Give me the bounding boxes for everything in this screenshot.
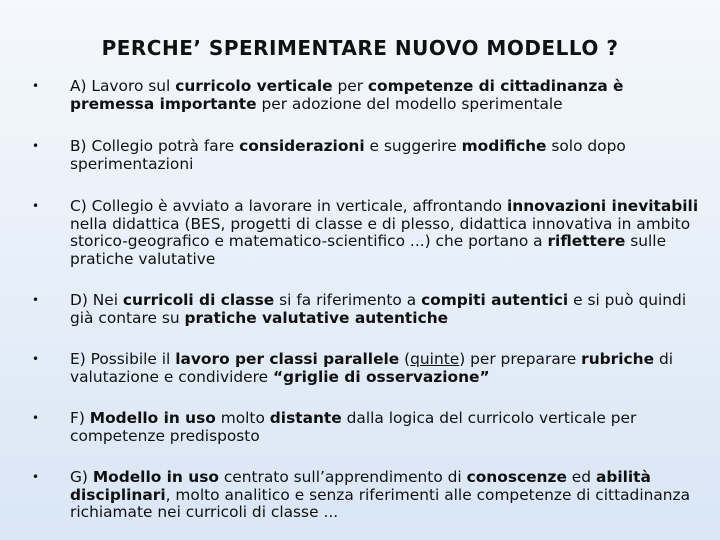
bold-phrase: innovazioni inevitabili	[506, 197, 699, 215]
bullet-text-f	[70, 409, 636, 445]
bold-phrase: curricoli di classe	[122, 291, 275, 309]
bullet-item-b	[32, 138, 704, 173]
text-segment: (	[399, 350, 411, 368]
bullet-text-e	[70, 350, 673, 386]
text-segment: F)	[70, 409, 90, 427]
bold-phrase: “griglie di osservazione”	[272, 367, 490, 386]
bullet-text-c	[70, 197, 698, 268]
text-segment: molto	[215, 409, 270, 427]
bullet-list	[32, 78, 704, 522]
bullet-dot-icon: •	[32, 79, 40, 93]
slide-title: PERCHE’ SPERIMENTARE NUOVO MODELLO ?	[101, 36, 619, 60]
bold-phrase: rubriche	[581, 350, 655, 368]
text-segment: per adozione del modello sperimentale	[256, 94, 563, 113]
bullet-item-c	[32, 198, 704, 268]
text-segment: e si può quindi già contare su	[70, 291, 687, 327]
text-segment: C) Collegio è avviato a lavorare in verticale, affrontando	[70, 197, 507, 215]
bold-phrase: distante	[269, 409, 342, 427]
text-segment: ) per preparare	[459, 350, 582, 368]
bullet-dot-icon: •	[32, 199, 40, 213]
bold-phrase: Modello in uso	[92, 468, 219, 486]
text-segment: solo dopo sperimentazioni	[70, 137, 626, 173]
bold-phrase: abilità disciplinari	[70, 468, 651, 504]
bold-phrase: pratiche valutative autentiche	[184, 308, 449, 327]
bullet-dot-icon: •	[32, 139, 40, 153]
text-segment: di valutazione e condividere	[70, 350, 674, 386]
bullet-item-d	[32, 292, 704, 327]
bullet-item-a	[32, 78, 704, 113]
bold-phrase: curricolo verticale	[175, 77, 333, 95]
text-segment: si fa riferimento a	[274, 291, 422, 309]
bold-phrase: compiti autentici	[421, 291, 569, 309]
text-segment: , molto analitico e senza riferimenti alle competenze di cittadinanza richiamate nei curricoli di classe ...	[70, 485, 691, 521]
bold-phrase: lavoro per classi parallele	[175, 350, 400, 368]
bullet-text-d	[70, 291, 686, 327]
underlined-phrase: quinte	[410, 350, 460, 368]
bullet-text-g	[70, 468, 690, 521]
bold-phrase: modifiche	[461, 137, 547, 155]
text-segment: nella didattica (BES, progetti di classe e di plesso, didattica innovativa in ambito storico-geografico e matematico-scientifico ...) che portano a	[70, 214, 691, 250]
bullet-item-f	[32, 410, 704, 445]
text-segment: E) Possibile il	[70, 350, 176, 368]
bold-phrase: considerazioni	[239, 137, 365, 155]
text-segment: sulle pratiche valutative	[70, 232, 667, 268]
text-segment: G)	[70, 468, 93, 486]
bold-phrase: Modello in uso	[89, 409, 216, 427]
bullet-dot-icon: •	[32, 470, 40, 484]
text-segment: dalla logica del curricolo verticale per competenze predisposto	[70, 409, 637, 445]
text-segment: B) Collegio potrà fare	[70, 137, 240, 155]
bullet-item-g	[32, 469, 704, 522]
bold-phrase: conoscenze	[466, 468, 567, 486]
text-segment: centrato sull’apprendimento di	[218, 468, 467, 486]
text-segment: per	[332, 77, 368, 95]
text-segment: ed	[566, 468, 596, 486]
bold-phrase: riflettere	[547, 232, 626, 250]
bold-phrase: competenze di cittadinanza è premessa importante	[70, 77, 624, 113]
bullet-text-a	[70, 77, 624, 113]
bullet-dot-icon: •	[32, 352, 40, 366]
bullet-item-e	[32, 351, 704, 386]
text-segment: A) Lavoro sul	[70, 77, 176, 95]
text-segment: e suggerire	[364, 137, 462, 155]
bullet-dot-icon: •	[32, 411, 40, 425]
text-segment: D) Nei	[70, 291, 123, 309]
bullet-dot-icon: •	[32, 293, 40, 307]
bullet-text-b	[70, 137, 626, 173]
